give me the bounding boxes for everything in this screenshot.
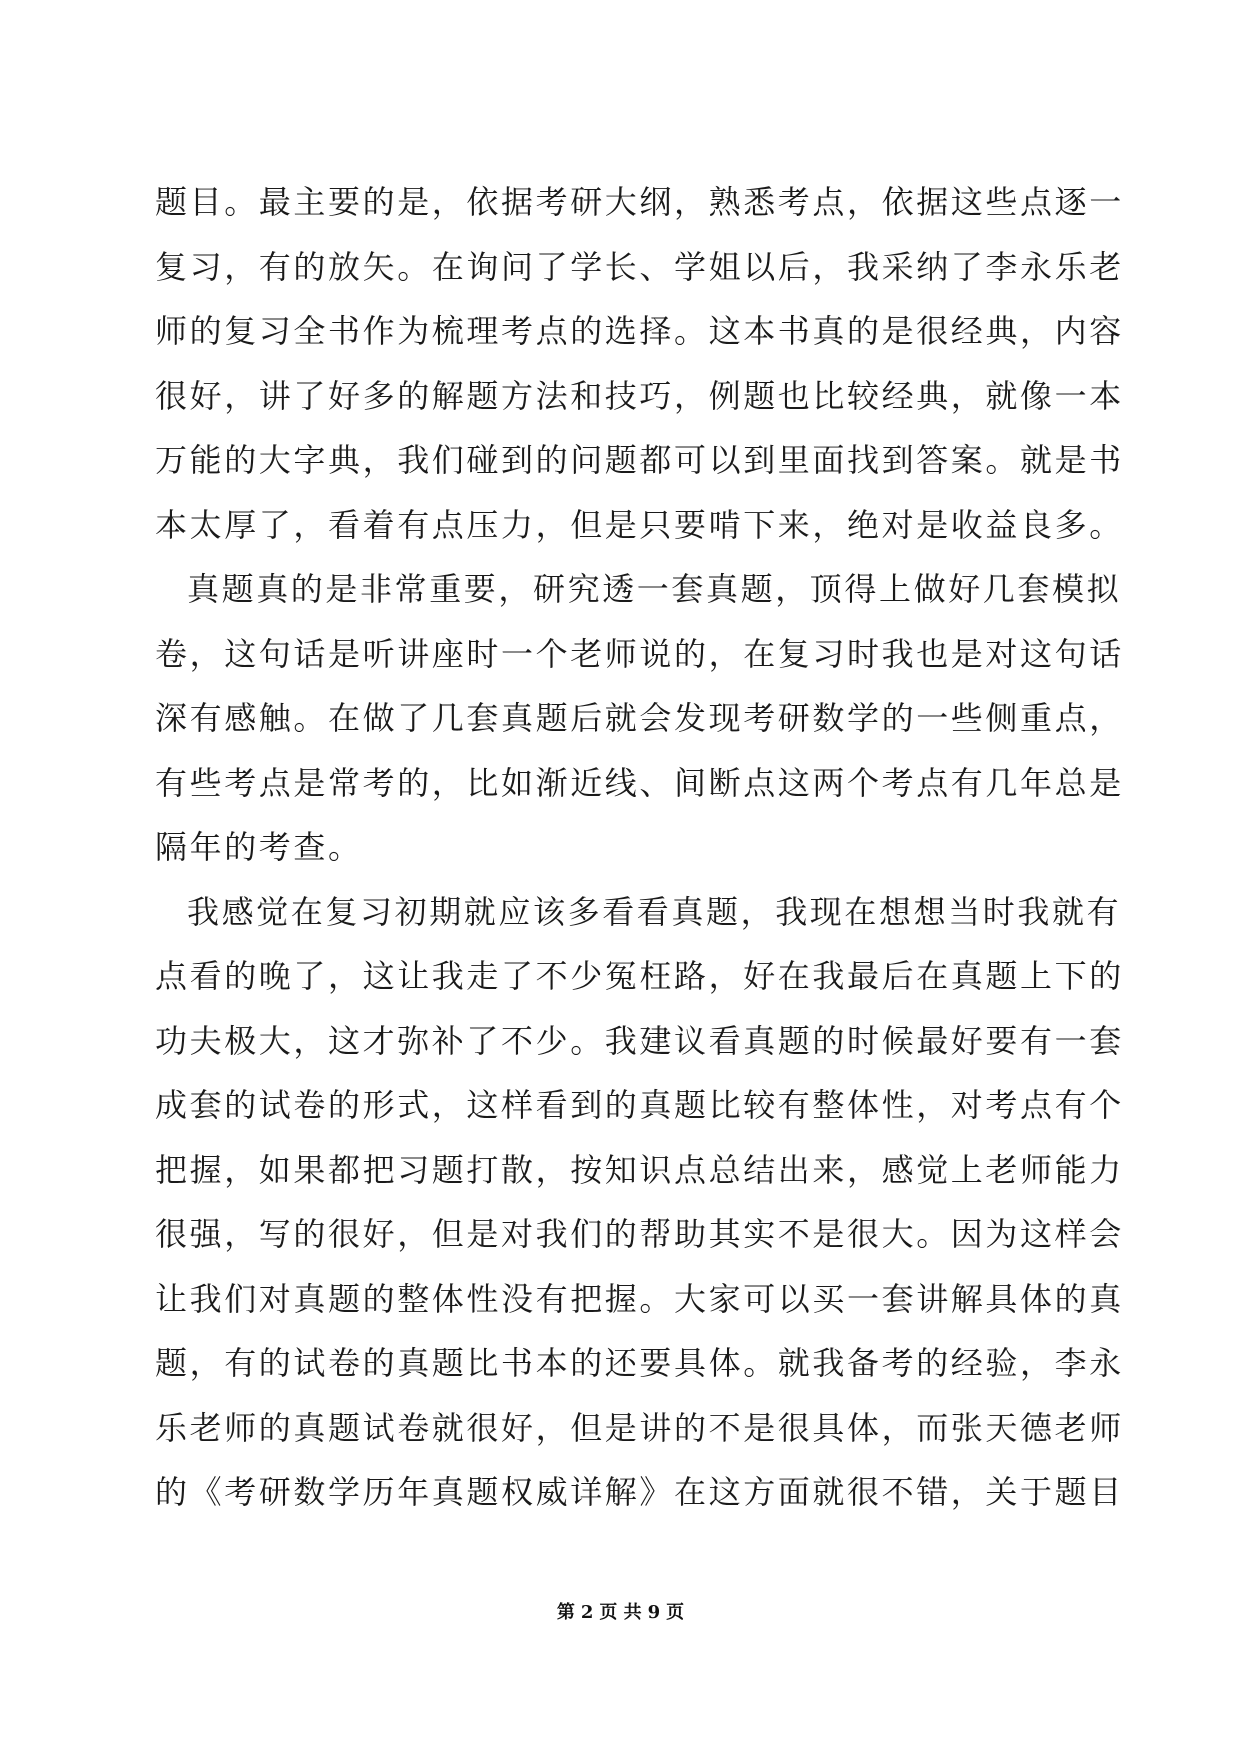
text-line: 深有感触。在做了几套真题后就会发现考研数学的一些侧重点， bbox=[155, 699, 1124, 737]
text-line: 师的复习全书作为梳理考点的选择。这本书真的是很经典，内容 bbox=[155, 312, 1124, 350]
text-line: 真题真的是非常重要，研究透一套真题，顶得上做好几套模拟 bbox=[187, 570, 1122, 608]
text-line: 很好，讲了好多的解题方法和技巧，例题也比较经典，就像一本 bbox=[155, 376, 1124, 415]
text-line: 卷，这句话是听讲座时一个老师说的，在复习时我也是对这句话 bbox=[155, 634, 1124, 673]
text-line: 乐老师的真题试卷就很好，但是讲的不是很具体，而张天德老师 bbox=[155, 1408, 1124, 1447]
text-line: 功夫极大，这才弥补了不少。我建议看真题的时候最好要有一套 bbox=[155, 1021, 1124, 1060]
text-line: 让我们对真题的整体性没有把握。大家可以买一套讲解具体的真 bbox=[155, 1279, 1124, 1318]
text-line: 题，有的试卷的真题比书本的还要具体。就我备考的经验，李永 bbox=[155, 1344, 1124, 1382]
page-footer bbox=[0, 1598, 1241, 1624]
text-line: 万能的大字典，我们碰到的问题都可以到里面找到答案。就是书 bbox=[155, 441, 1124, 479]
paragraph-2 bbox=[155, 557, 1124, 880]
body-text bbox=[155, 170, 1124, 1525]
footer-middle: 页 共 bbox=[599, 1602, 642, 1623]
text-line: 复习，有的放矢。在询问了学长、学姐以后，我采纳了李永乐老 bbox=[155, 247, 1124, 286]
paragraph-1 bbox=[155, 170, 1124, 557]
text-line: 本太厚了，看着有点压力，但是只要啃下来，绝对是收益良多。 bbox=[155, 505, 1124, 544]
text-line: 有些考点是常考的，比如渐近线、间断点这两个考点有几年总是 bbox=[155, 763, 1124, 802]
text-line: 题目。最主要的是，依据考研大纲，熟悉考点，依据这些点逐一 bbox=[155, 183, 1124, 221]
text-line: 我感觉在复习初期就应该多看看真题，我现在想想当时我就有 bbox=[187, 892, 1122, 931]
footer-total-pages: 9 bbox=[647, 1602, 661, 1623]
text-line: 隔年的考查。 bbox=[155, 828, 363, 866]
footer-prefix: 第 bbox=[556, 1602, 575, 1623]
text-line: 把握，如果都把习题打散，按知识点总结出来，感觉上老师能力 bbox=[155, 1150, 1124, 1189]
text-line: 很强，写的很好，但是对我们的帮助其实不是很大。因为这样会 bbox=[155, 1215, 1124, 1253]
text-line: 成套的试卷的形式，这样看到的真题比较有整体性，对考点有个 bbox=[155, 1086, 1124, 1124]
paragraph-3 bbox=[155, 880, 1124, 1525]
footer-current-page: 2 bbox=[580, 1602, 594, 1623]
text-line: 点看的晚了，这让我走了不少冤枉路，好在我最后在真题上下的 bbox=[155, 957, 1124, 995]
text-line: 的《考研数学历年真题权威详解》在这方面就很不错，关于题目 bbox=[155, 1473, 1124, 1511]
footer-suffix: 页 bbox=[666, 1602, 685, 1623]
